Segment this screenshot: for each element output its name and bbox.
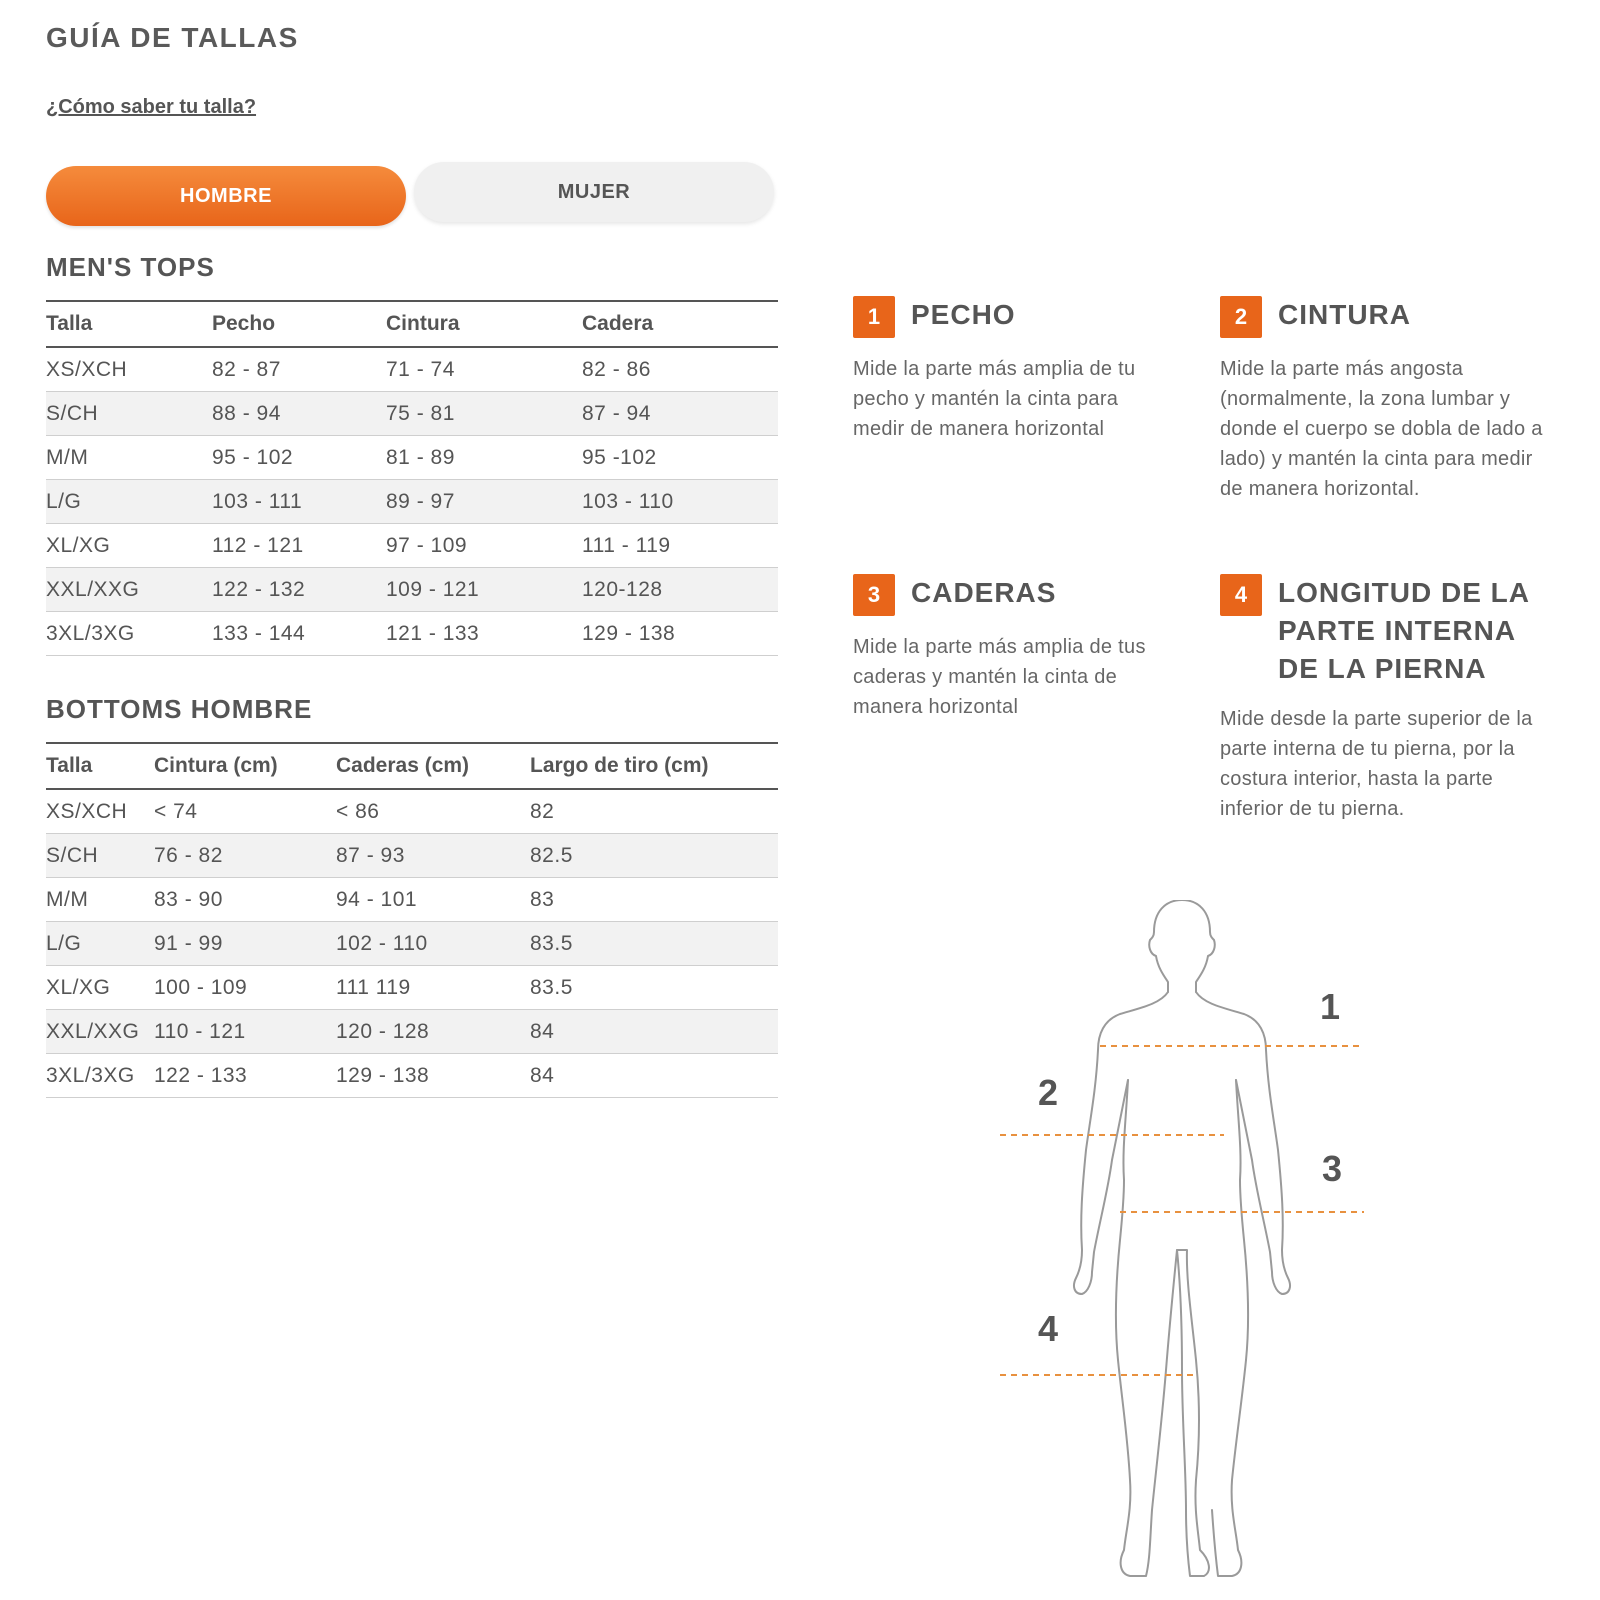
table-row [46, 834, 778, 878]
measure-description: Mide la parte más amplia de tu pecho y mantén la cinta para medir de manera horizontal [853, 358, 1136, 440]
table-row [46, 524, 778, 568]
table-cell: 84 [530, 1010, 778, 1054]
table-row [46, 922, 778, 966]
table-row [46, 480, 778, 524]
table-cell: 109 - 121 [386, 568, 582, 612]
measure-description: Mide la parte más angosta (normalmente, la zona lumbar y donde el cuerpo se dobla de lado a lado) y mantén la cinta para medir de manera horizontal. [1220, 358, 1543, 500]
tab-mujer[interactable]: MUJER [414, 162, 774, 222]
tab-hombre[interactable]: HOMBRE [46, 166, 406, 226]
tops-size-table [46, 300, 778, 656]
table-row [46, 1054, 778, 1098]
column-header: Largo de tiro (cm) [530, 743, 778, 789]
table-cell: 89 - 97 [386, 480, 582, 524]
table-cell: M/M [46, 436, 212, 480]
table-cell: 88 - 94 [212, 392, 386, 436]
table-row [46, 878, 778, 922]
table-cell: < 74 [154, 789, 336, 834]
measure-entrepierna [1220, 574, 1550, 824]
table-cell: 94 - 101 [336, 878, 530, 922]
figure-label-2: 2 [1038, 1072, 1059, 1113]
table-cell: 110 - 121 [154, 1010, 336, 1054]
table-row [46, 392, 778, 436]
table-cell: 82 - 87 [212, 347, 386, 392]
table-cell: < 86 [336, 789, 530, 834]
table-cell: 76 - 82 [154, 834, 336, 878]
column-header: Talla [46, 743, 154, 789]
table-cell: XXL/XXG [46, 568, 212, 612]
measure-description: Mide desde la parte superior de la parte interna de tu pierna, por la costura interior, hasta la parte inferior de tu pierna. [1220, 708, 1533, 820]
table-row [46, 436, 778, 480]
table-cell: 95 -102 [582, 436, 778, 480]
table-cell: 3XL/3XG [46, 1054, 154, 1098]
table-cell: 95 - 102 [212, 436, 386, 480]
table-cell: 102 - 110 [336, 922, 530, 966]
table-cell: 91 - 99 [154, 922, 336, 966]
page-title: GUÍA DE TALLAS [46, 22, 299, 53]
table-row [46, 568, 778, 612]
table-cell: XS/XCH [46, 789, 154, 834]
table-cell: 120-128 [582, 568, 778, 612]
number-badge: 1 [853, 296, 895, 338]
number-badge: 3 [853, 574, 895, 616]
how-to-know-size-link[interactable]: ¿Cómo saber tu talla? [46, 96, 257, 118]
table-cell: 122 - 132 [212, 568, 386, 612]
table-cell: 81 - 89 [386, 436, 582, 480]
table-cell: 3XL/3XG [46, 612, 212, 656]
measure-title: CINTURA [1278, 299, 1411, 330]
table-cell: 121 - 133 [386, 612, 582, 656]
number-badge: 2 [1220, 296, 1262, 338]
bottoms-size-table [46, 742, 778, 1098]
measure-description: Mide la parte más amplia de tus caderas y mantén la cinta de manera horizontal [853, 636, 1146, 718]
column-header: Caderas (cm) [336, 743, 530, 789]
table-cell: 129 - 138 [336, 1054, 530, 1098]
table-cell: S/CH [46, 834, 154, 878]
table-cell: L/G [46, 922, 154, 966]
table-cell: 83.5 [530, 922, 778, 966]
table-cell: 87 - 94 [582, 392, 778, 436]
bottoms-section-title: BOTTOMS HOMBRE [46, 694, 313, 724]
table-cell: 82.5 [530, 834, 778, 878]
measure-caderas [853, 574, 1173, 722]
table-cell: 84 [530, 1054, 778, 1098]
column-header: Talla [46, 301, 212, 347]
table-cell: XL/XG [46, 966, 154, 1010]
measure-title: PECHO [911, 299, 1016, 330]
tops-section-title: MEN'S TOPS [46, 252, 215, 282]
measure-cintura [1220, 296, 1550, 504]
column-header: Cintura [386, 301, 582, 347]
figure-label-1: 1 [1320, 986, 1341, 1027]
number-badge: 4 [1220, 574, 1262, 616]
table-cell: 83 - 90 [154, 878, 336, 922]
table-cell: M/M [46, 878, 154, 922]
table-cell: 103 - 111 [212, 480, 386, 524]
table-row [46, 612, 778, 656]
table-cell: S/CH [46, 392, 212, 436]
table-cell: 129 - 138 [582, 612, 778, 656]
table-row [46, 966, 778, 1010]
measure-pecho [853, 296, 1173, 444]
table-cell: 97 - 109 [386, 524, 582, 568]
table-header-row [46, 743, 778, 789]
measure-title: LONGITUD DE LA PARTE INTERNA DE LA PIERNA [1278, 577, 1529, 684]
table-cell: 112 - 121 [212, 524, 386, 568]
table-cell: 100 - 109 [154, 966, 336, 1010]
table-cell: 103 - 110 [582, 480, 778, 524]
column-header: Cadera [582, 301, 778, 347]
table-cell: L/G [46, 480, 212, 524]
table-cell: 75 - 81 [386, 392, 582, 436]
column-header: Pecho [212, 301, 386, 347]
table-row [46, 789, 778, 834]
gender-tabs [46, 162, 776, 224]
table-cell: 83 [530, 878, 778, 922]
table-row [46, 347, 778, 392]
column-header: Cintura (cm) [154, 743, 336, 789]
table-cell: 120 - 128 [336, 1010, 530, 1054]
figure-label-4: 4 [1038, 1308, 1059, 1349]
table-cell: 111 119 [336, 966, 530, 1010]
table-header-row [46, 301, 778, 347]
table-cell: 82 [530, 789, 778, 834]
table-row [46, 1010, 778, 1054]
table-cell: XL/XG [46, 524, 212, 568]
table-cell: XXL/XXG [46, 1010, 154, 1054]
measure-title: CADERAS [911, 577, 1057, 608]
table-cell: 71 - 74 [386, 347, 582, 392]
body-measurement-figure [1000, 900, 1400, 1595]
table-cell: 82 - 86 [582, 347, 778, 392]
table-cell: 83.5 [530, 966, 778, 1010]
table-cell: 111 - 119 [582, 524, 778, 568]
table-cell: 133 - 144 [212, 612, 386, 656]
figure-label-3: 3 [1322, 1148, 1343, 1189]
table-cell: 87 - 93 [336, 834, 530, 878]
table-cell: XS/XCH [46, 347, 212, 392]
table-cell: 122 - 133 [154, 1054, 336, 1098]
